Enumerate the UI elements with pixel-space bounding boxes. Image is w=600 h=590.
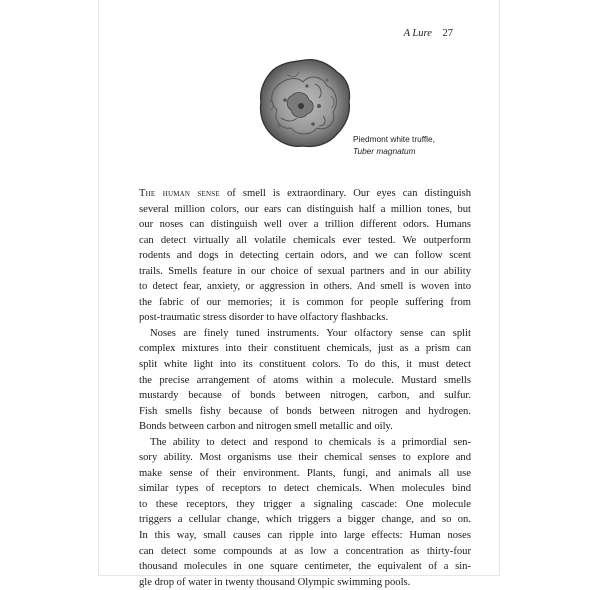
running-head — [404, 28, 453, 39]
paragraph1-line: the fabric of our memories; it is common for people suffering from — [139, 296, 471, 308]
page-number: 27 — [442, 28, 453, 39]
paragraph1-line: rodents and dogs in detecting certain odors, and we can follow scent — [139, 250, 471, 262]
paragraph1-line: post-traumatic stress disorder to have olfactory flashbacks. — [139, 312, 389, 324]
caption-latin-name: Tuber magnatum — [353, 145, 416, 156]
paragraph3-line: can detect some compounds at as low a concentration as thirty-four — [139, 545, 471, 557]
body-text — [139, 186, 471, 590]
paragraph3-line: The ability to detect and respond to chemicals is a primordial sen- — [150, 436, 471, 448]
paragraph2-line: Noses are finely tuned instruments. Your olfactory sense can split — [150, 327, 471, 339]
figure-caption — [353, 134, 435, 157]
paragraph3-line: gle drop of water in twenty thousand Olympic swimming pools. — [139, 576, 411, 588]
paragraph3-line: triggers a cellular change, which triggers a bigger change, and so on. — [139, 514, 471, 526]
paragraph2-line: split white light into its constituent colors. To do this, it must detect — [139, 359, 471, 371]
paragraph1-line: trails. Smells feature in our choice of sexual partners and in our ability — [139, 265, 471, 277]
caption-common-name: Piedmont white truffle, — [353, 134, 435, 144]
paragraph1-line: to detect fear, anxiety, or aggression in others. And smell is woven into — [139, 281, 471, 293]
paragraph1-line: can detect virtually all volatile chemicals ever tested. We outperform — [139, 234, 471, 246]
paragraph1-line: The human sense of smell is extraordinary. Our eyes can distinguish — [139, 188, 471, 199]
paragraph2-line: the precise arrangement of atoms within a molecule. Mustard smells — [139, 374, 471, 386]
paragraph2-line: mustardy because of bonds between nitrogen, carbon, and sulfur. — [139, 390, 471, 402]
paragraph1-line: several million colors, our ears can distinguish half a million tones, but — [139, 203, 471, 215]
paragraph2-line: complex mixtures into their constituent chemicals, just as a prism can — [139, 343, 471, 355]
paragraph3-line: similar types of receptors to detect chemicals. When molecules bind — [139, 483, 471, 495]
paragraph2-line: Bonds between carbon and nitrogen smell metallic and oily. — [139, 421, 393, 433]
paragraph3-line: thousand molecules in one square centimeter, the equivalent of a sin- — [139, 561, 471, 573]
running-head-title: A Lure — [403, 28, 432, 39]
paragraph2-line: Fish smells fishy because of bonds between nitrogen and hydrogen. — [139, 405, 471, 417]
paragraph1-line: our noses can distinguish well over a trillion different odors. Humans — [139, 219, 471, 231]
paragraph3-line: to these receptors, they trigger a signaling cascade: One molecule — [139, 498, 471, 510]
paragraph1-lead-in: The human sense — [139, 188, 220, 199]
book-page — [98, 0, 500, 588]
paragraph3-line: make sense of their environment. Plants, fungi, and animals all use — [139, 467, 471, 479]
paragraph3-line: In this way, small causes can ripple into large effects: Human noses — [139, 530, 471, 542]
paragraph3-line: sory ability. Most organisms use their chemical senses to explore and — [139, 452, 471, 464]
truffle-illustration — [257, 56, 353, 150]
